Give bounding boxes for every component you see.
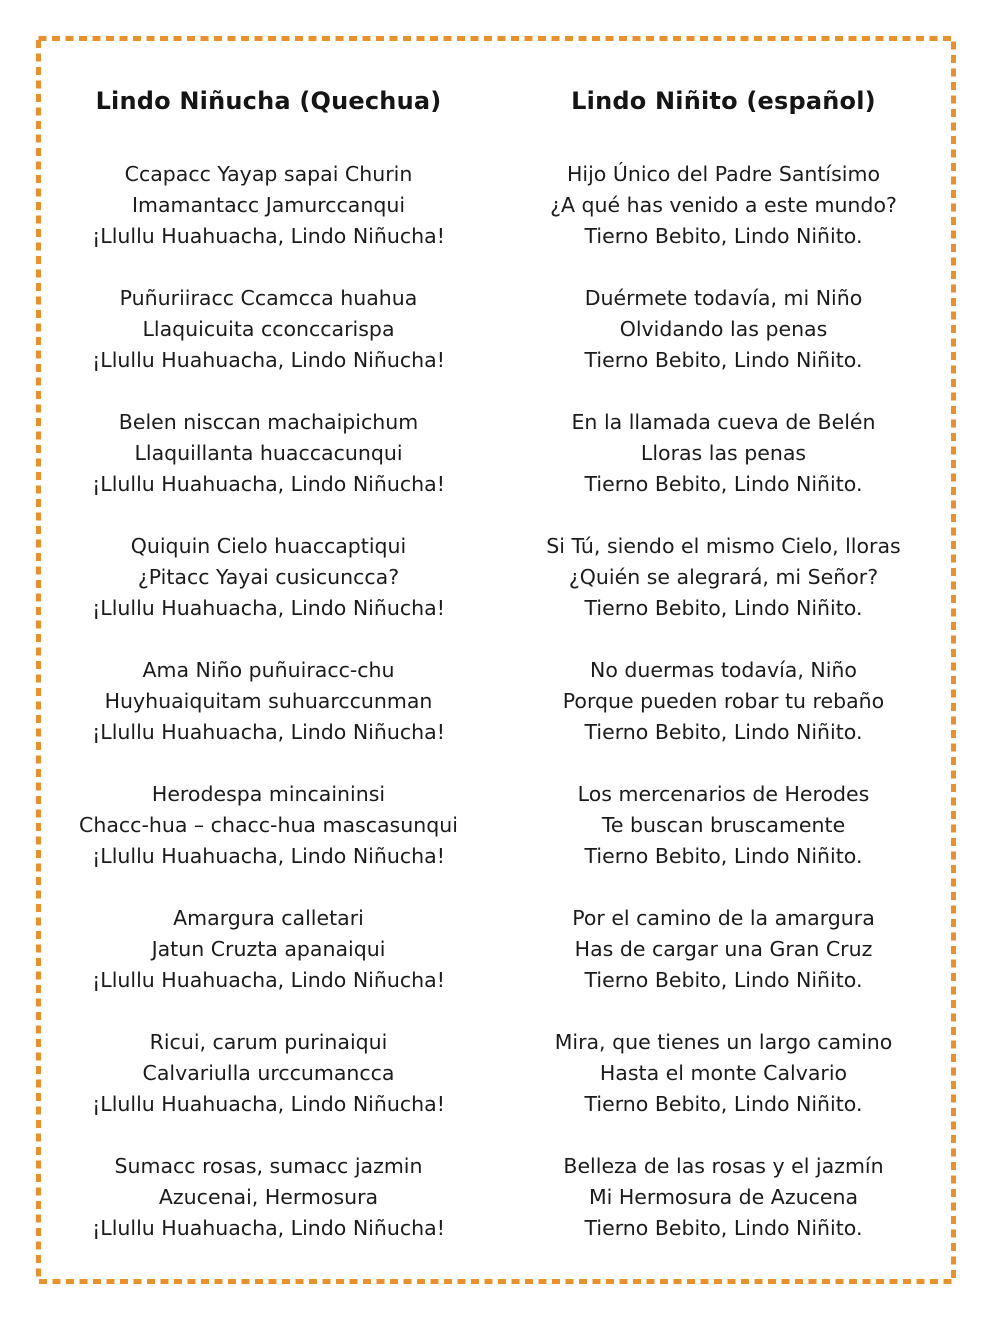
lyric-line: Te buscan bruscamente [601,813,846,837]
stanza-list-spanish [504,159,943,1244]
lyric-line: Tierno Bebito, Lindo Niñito. [584,1092,863,1116]
lyric-line: ¡Llullu Huahuacha, Lindo Niñucha! [92,1216,445,1240]
lyric-line: ¡Llullu Huahuacha, Lindo Niñucha! [92,596,445,620]
lyric-line: Jatun Cruzta apanaiqui [151,937,386,961]
stanza [504,159,943,252]
lyric-line: Mi Hermosura de Azucena [588,1185,859,1209]
stanza [504,779,943,872]
stanza [49,159,488,252]
lyric-line: Hijo Único del Padre Santísimo [566,162,881,186]
lyric-line: Azucenai, Hermosura [158,1185,379,1209]
lyric-line: Calvariulla urccumancca [142,1061,395,1085]
lyric-line: Tierno Bebito, Lindo Niñito. [584,968,863,992]
lyric-line: Hasta el monte Calvario [599,1061,848,1085]
lyric-line: ¡Llullu Huahuacha, Lindo Niñucha! [92,1092,445,1116]
lyric-line: Si Tú, siendo el mismo Cielo, lloras [546,534,901,558]
lyric-line: Tierno Bebito, Lindo Niñito. [584,1216,863,1240]
lyric-line: ¡Llullu Huahuacha, Lindo Niñucha! [92,224,445,248]
lyric-line: Ricui, carum purinaiqui [149,1030,388,1054]
lyric-line: Ccapacc Yayap sapai Churin [124,162,413,186]
column-title-quechua: Lindo Niñucha (Quechua) [95,87,442,115]
column-title-spanish: Lindo Niñito (español) [571,87,876,115]
lyric-line: Porque pueden robar tu rebaño [562,689,885,713]
stanza [504,903,943,996]
lyric-line: ¡Llullu Huahuacha, Lindo Niñucha! [92,968,445,992]
lyric-line: Olvidando las penas [619,317,828,341]
lyric-line: Tierno Bebito, Lindo Niñito. [584,224,863,248]
stanza-list-quechua [49,159,488,1244]
lyric-line: Llaquillanta huaccacunqui [134,441,403,465]
stanza [49,903,488,996]
lyric-line: Belleza de las rosas y el jazmín [563,1154,884,1178]
lyric-line: Duérmete todavía, mi Niño [584,286,863,310]
lyric-line: Belen nisccan machaipichum [118,410,419,434]
stanza [504,283,943,376]
lyric-line: ¿A qué has venido a este mundo? [550,193,897,217]
stanza [504,1151,943,1244]
lyric-line: Tierno Bebito, Lindo Niñito. [584,844,863,868]
stanza [504,531,943,624]
lyric-line: Amargura calletari [173,906,364,930]
stanza [49,779,488,872]
column-quechua [41,87,496,1282]
lyric-line: ¿Quién se alegrará, mi Señor? [568,565,879,589]
lyrics-columns [41,41,951,1282]
lyric-line: No duermas todavía, Niño [590,658,857,682]
lyric-line: ¡Llullu Huahuacha, Lindo Niñucha! [92,472,445,496]
lyric-line: Huyhuaiquitam suhuarccunman [104,689,433,713]
stanza [49,655,488,748]
lyric-line: En la llamada cueva de Belén [571,410,876,434]
stanza [49,531,488,624]
stanza [49,283,488,376]
lyric-line: Sumacc rosas, sumacc jazmin [114,1154,423,1178]
lyric-line: Chacc-hua – chacc-hua mascasunqui [79,813,458,837]
stanza [49,407,488,500]
lyric-line: Imamantacc Jamurccanqui [131,193,406,217]
lyric-line: Mira, que tienes un largo camino [554,1030,893,1054]
lyric-line: ¡Llullu Huahuacha, Lindo Niñucha! [92,348,445,372]
lyric-line: Tierno Bebito, Lindo Niñito. [584,596,863,620]
lyric-line: Has de cargar una Gran Cruz [574,937,873,961]
stanza [49,1027,488,1120]
lyric-line: Lloras las penas [640,441,807,465]
lyric-line: ¿Pitacc Yayai cusicuncca? [137,565,400,589]
lyric-line: Quiquin Cielo huaccaptiqui [130,534,407,558]
column-spanish [496,87,951,1282]
stanza [504,1027,943,1120]
lyric-line: Tierno Bebito, Lindo Niñito. [584,348,863,372]
stanza [504,407,943,500]
stanza [504,655,943,748]
lyric-line: ¡Llullu Huahuacha, Lindo Niñucha! [92,720,445,744]
lyric-line: Tierno Bebito, Lindo Niñito. [584,720,863,744]
lyric-line: Herodespa mincaininsi [151,782,386,806]
lyric-line: Llaquicuita cconccarispa [142,317,395,341]
lyric-line: Por el camino de la amargura [572,906,875,930]
lyric-line: Puñuriiracc Ccamcca huahua [119,286,418,310]
lyric-line: ¡Llullu Huahuacha, Lindo Niñucha! [92,844,445,868]
lyric-line: Ama Niño puñuiracc-chu [142,658,395,682]
lyric-line: Los mercenarios de Herodes [577,782,870,806]
lyric-line: Tierno Bebito, Lindo Niñito. [584,472,863,496]
stanza [49,1151,488,1244]
